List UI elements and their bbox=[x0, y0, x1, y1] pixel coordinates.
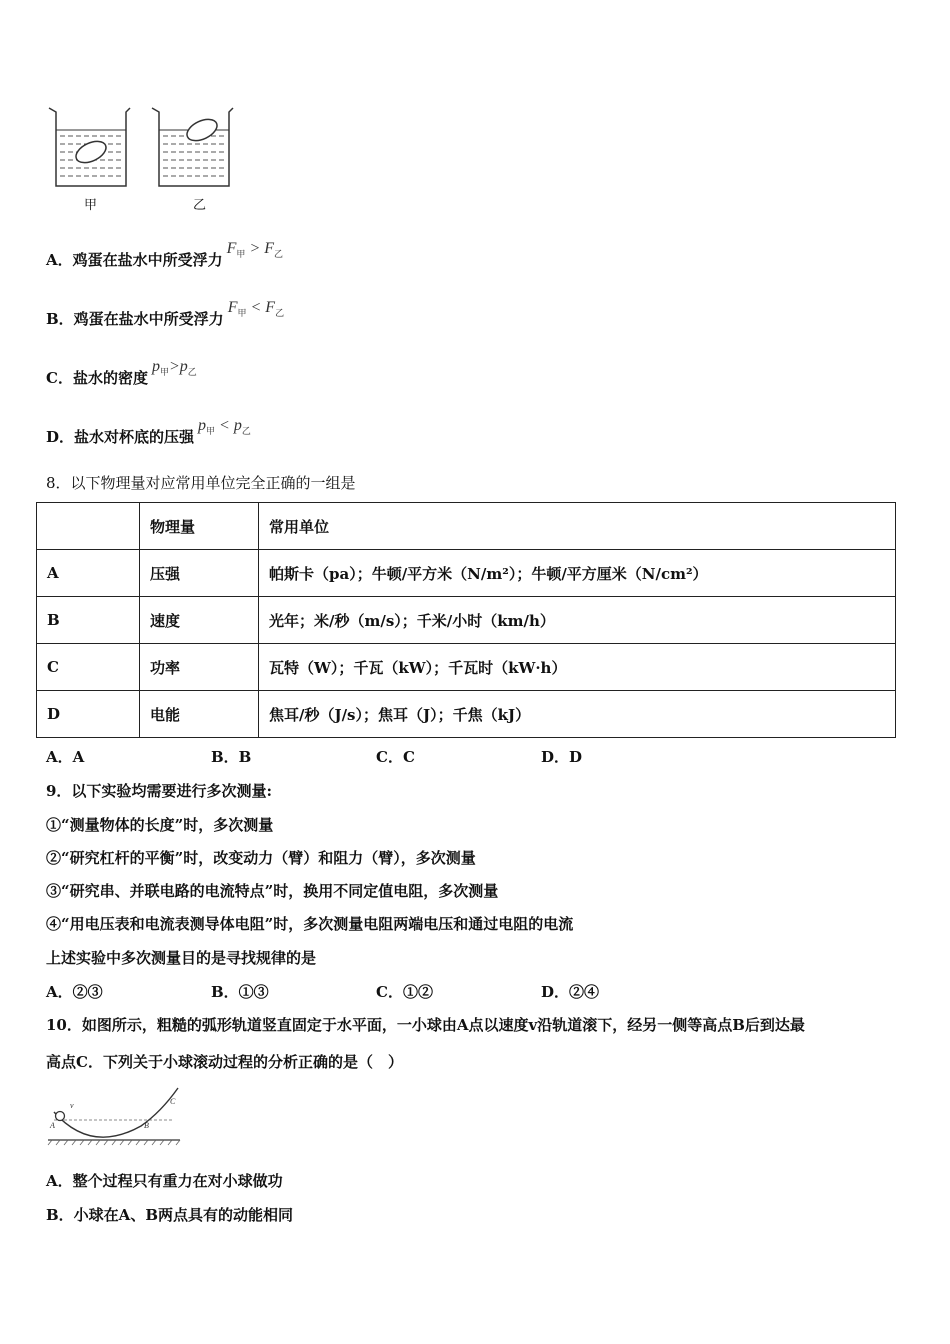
q9-choice-c: C．①② bbox=[376, 983, 433, 1001]
q7-option-d: D．盐水对杯底的压强$p_甲 < p_乙$ bbox=[46, 417, 251, 446]
q9-choice-b: B．①③ bbox=[211, 983, 269, 1001]
q8-choice-c: C．C bbox=[376, 748, 415, 766]
table-cell: 功率 bbox=[140, 644, 259, 691]
table-cell: 压强 bbox=[140, 550, 259, 597]
q8-choice-b: B．B bbox=[211, 748, 252, 766]
table-cell: 瓦特（W）；千瓦（kW）；千瓦时（kW·h） bbox=[259, 644, 896, 691]
q9-item-4: ④“用电压表和电流表测导体电阻”时，多次测量电阻两端电压和通过电阻的电流 bbox=[46, 915, 574, 933]
table-header-cell: 物理量 bbox=[140, 503, 259, 550]
table-header-row bbox=[37, 503, 896, 550]
table-cell: 光年；米/秒（m/s）；千米/小时（km/h） bbox=[259, 597, 896, 644]
egg-yi bbox=[184, 115, 221, 145]
table-cell: D bbox=[37, 691, 140, 738]
beaker-label-yi: 乙 bbox=[193, 198, 207, 213]
table-header-cell bbox=[37, 503, 140, 550]
arc-track bbox=[54, 1088, 178, 1137]
beaker-label-jia: 甲 bbox=[84, 198, 98, 213]
table-cell: B bbox=[37, 597, 140, 644]
q9-item-2: ②“研究杠杆的平衡”时，改变动力（臂）和阻力（臂），多次测量 bbox=[46, 849, 476, 867]
q10-option-b: B．小球在A、B两点具有的动能相同 bbox=[46, 1206, 293, 1224]
q10-option-a: A．整个过程只有重力在对小球做功 bbox=[46, 1172, 283, 1190]
q7-option-b: B．鸡蛋在盐水中所受浮力$F_甲 < F_乙$ bbox=[46, 299, 285, 328]
q9-item-3: ③“研究串、并联电路的电流特点”时，换用不同定值电阻，多次测量 bbox=[46, 882, 499, 900]
egg-jia bbox=[73, 137, 110, 167]
q7-option-a: A．鸡蛋在盐水中所受浮力$F_甲 > F_乙$ bbox=[46, 240, 284, 269]
q9-choice-d: D．②④ bbox=[541, 983, 600, 1001]
water-lines-yi bbox=[163, 136, 225, 176]
q9-choices bbox=[46, 981, 706, 1002]
units-table bbox=[36, 502, 896, 738]
table-header-cell: 常用单位 bbox=[259, 503, 896, 550]
table-row bbox=[37, 644, 896, 691]
table-cell: 焦耳/秒（J/s）；焦耳（J）；千焦（kJ） bbox=[259, 691, 896, 738]
q10-stem-line2: 高点C．下列关于小球滚动过程的分析正确的是（ ） bbox=[46, 1053, 403, 1071]
q9-item-1: ①“测量物体的长度”时，多次测量 bbox=[46, 816, 274, 834]
table-cell: 速度 bbox=[140, 597, 259, 644]
table-row bbox=[37, 597, 896, 644]
table-cell: 帕斯卡（pa）；牛顿/平方米（N/m²）；牛顿/平方厘米（N/cm²） bbox=[259, 550, 896, 597]
table-cell: A bbox=[37, 550, 140, 597]
label-a: A bbox=[50, 1121, 55, 1130]
q7-option-c: C．盐水的密度$p_甲>p_乙$ bbox=[46, 358, 197, 387]
beaker-yi bbox=[152, 108, 233, 186]
table-row bbox=[37, 550, 896, 597]
q8-choice-a: A．A bbox=[46, 748, 85, 766]
q8-choices bbox=[46, 746, 706, 767]
label-c: C bbox=[170, 1097, 176, 1106]
track-figure bbox=[46, 1084, 186, 1146]
q9-choice-a: A．②③ bbox=[46, 983, 103, 1001]
ball bbox=[56, 1112, 65, 1121]
table-row bbox=[37, 691, 896, 738]
ground-hatch bbox=[48, 1140, 180, 1145]
q10-stem-line1: 10．如图所示，粗糙的弧形轨道竖直固定于水平面，一小球由A点以速度v沿轨道滚下，经另一侧等高点B后到达最 bbox=[46, 1016, 805, 1034]
q8-choice-d: D．D bbox=[541, 748, 583, 766]
table-cell: C bbox=[37, 644, 140, 691]
q8-stem: 8．以下物理量对应常用单位完全正确的一组是 bbox=[46, 474, 356, 492]
table-cell: 电能 bbox=[140, 691, 259, 738]
label-v: v bbox=[70, 1101, 74, 1110]
label-b: B bbox=[144, 1121, 149, 1130]
q9-stem: 9．以下实验均需要进行多次测量: bbox=[46, 782, 272, 800]
q9-question: 上述实验中多次测量目的是寻找规律的是 bbox=[46, 949, 317, 967]
